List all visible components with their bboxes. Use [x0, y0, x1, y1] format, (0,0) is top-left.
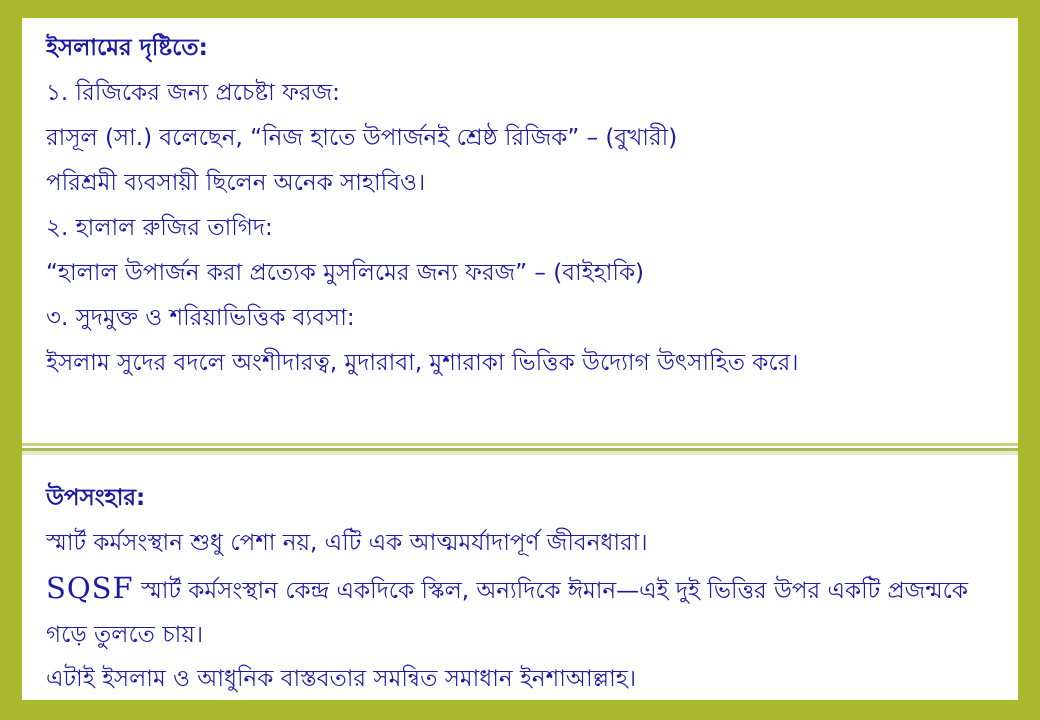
- hadith-baihaqi: “হালাল উপার্জন করা প্রত্যেক মুসলিমের জন্য ফরজ” – (বাইহাকি): [46, 260, 645, 286]
- point-3-title: ৩. সুদমুক্ত ও শরিয়াভিত্তিক ব্যবসা:: [46, 305, 355, 331]
- conclusion-line-2-text: স্মার্ট কর্মসংস্থান কেন্দ্র একদিকে স্কিল, অন্যদিকে ঈমান—এই দুই ভিত্তির উপর একটি প্রজন্মকে গড়ে তুলতে চায়।: [46, 578, 968, 648]
- section-divider: [22, 443, 1018, 455]
- slide-panel: [22, 18, 1018, 700]
- hadith-bukhari: রাসূল (সা.) বলেছেন, “নিজ হাতে উপার্জনই শ্রেষ্ঠ রিজিক” – (বুখারী): [46, 125, 678, 151]
- conclusion-line-1: স্মার্ট কর্মসংস্থান শুধু পেশা নয়, এটি এক আত্মমর্যাদাপূর্ণ জীবনধারা।: [46, 530, 648, 556]
- conclusion-section: [46, 476, 1006, 702]
- section-heading: ইসলামের দৃষ্টিতে:: [46, 35, 208, 61]
- interest-free-text: ইসলাম সুদের বদলে অংশীদারত্ব, মুদারাবা, মুশারাকা ভিত্তিক উদ্যোগ উৎসাহিত করে।: [46, 350, 799, 376]
- point-2-title: ২. হালাল রুজির তাগিদ:: [46, 215, 273, 241]
- point-1-title: ১. রিজিকের জন্য প্রচেষ্টা ফরজ:: [46, 80, 340, 106]
- islamic-view-section: [46, 26, 1006, 385]
- conclusion-line-3: এটাই ইসলাম ও আধুনিক বাস্তবতার সমন্বিত সমাধান ইনশাআল্লাহ।: [46, 666, 637, 692]
- sahabi-note: পরিশ্রমী ব্যবসায়ী ছিলেন অনেক সাহাবিও।: [46, 170, 426, 196]
- sqsf-brand: SQSF: [46, 571, 134, 605]
- conclusion-line-2: [46, 566, 1006, 657]
- conclusion-heading: উপসংহার:: [46, 485, 146, 511]
